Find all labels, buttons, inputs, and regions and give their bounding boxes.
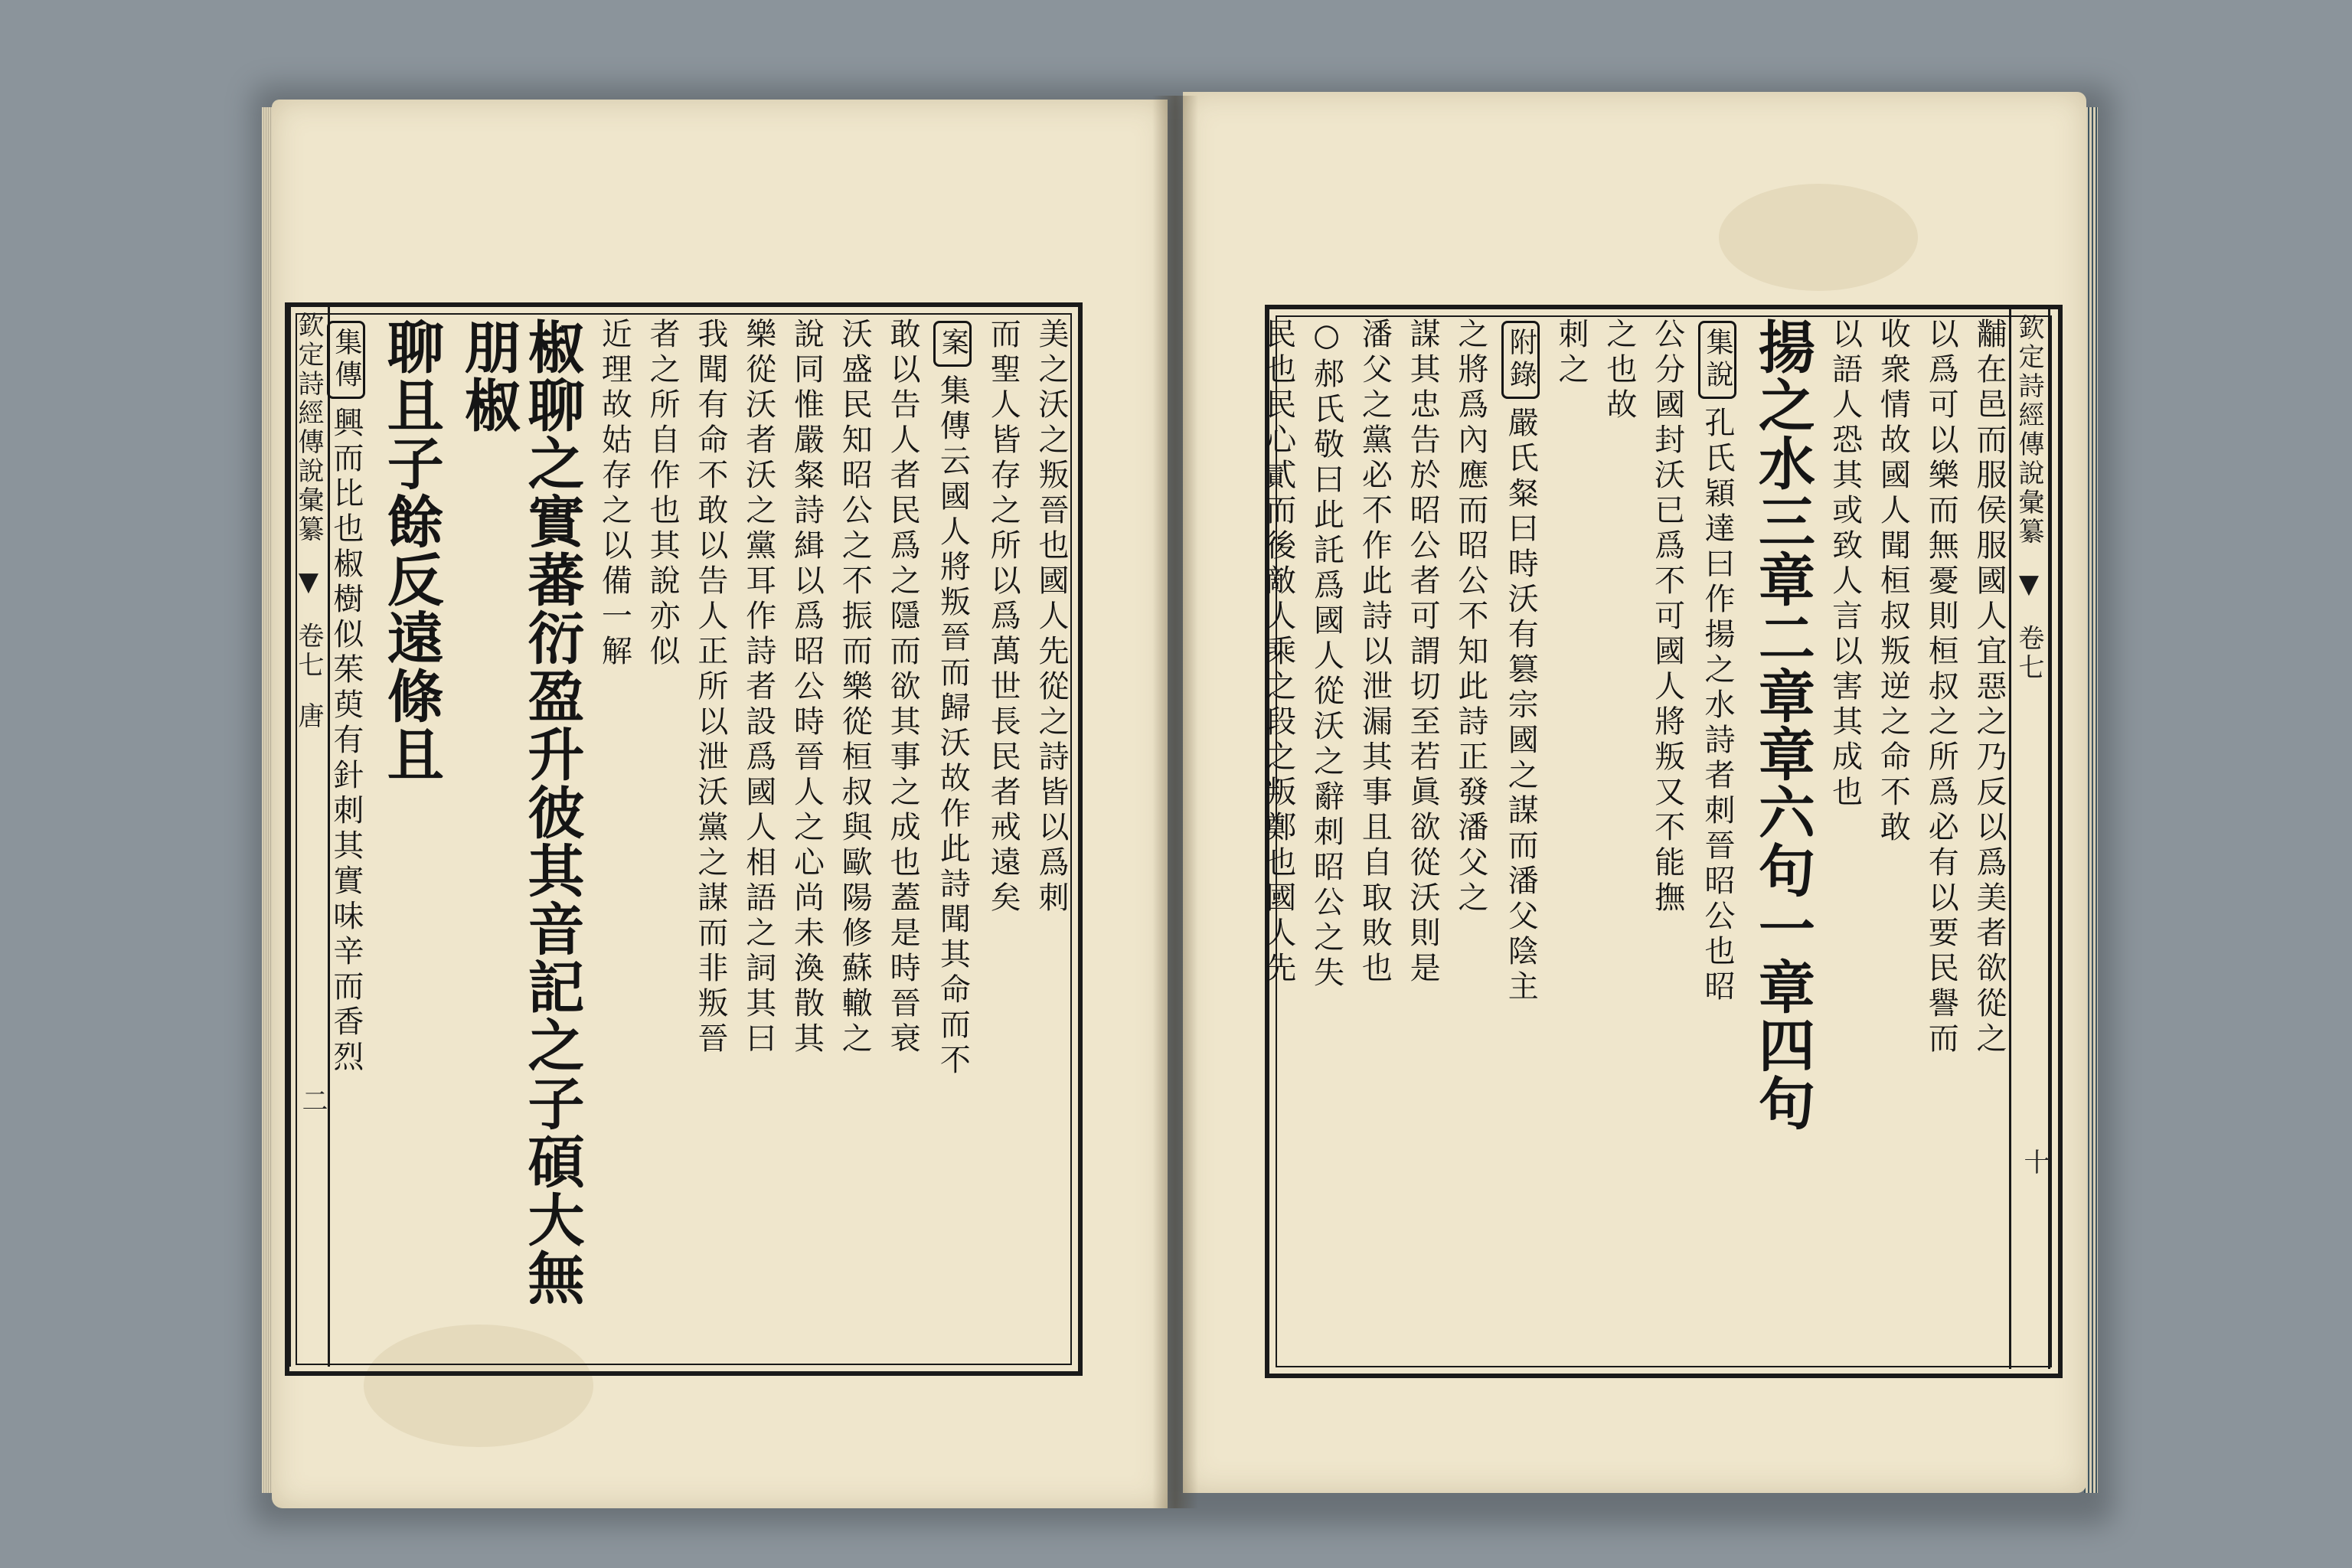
commentary-tag: 附錄	[1501, 321, 1540, 399]
column-text: 之將爲內應而昭公不知此詩正發潘父之	[1452, 318, 1488, 916]
column-text: 收衆情故國人聞桓叔叛逆之命不敢	[1875, 318, 1911, 846]
fish-tail-icon: ▼	[293, 566, 324, 600]
chapter-title-column	[1750, 318, 1814, 1359]
column-text: 潘父之黨必不作此詩以泄漏其事且自取敗也	[1357, 318, 1393, 987]
commentary-column	[1501, 318, 1540, 1359]
column-text: 刺之	[1553, 318, 1589, 388]
column-text: 黼在邑而服侯服國人宜惡之乃反以爲美者欲從之	[1971, 318, 2007, 1057]
commentary-tag: 集傳	[327, 321, 365, 399]
commentary-column	[1971, 318, 2006, 1359]
column-text: 謀其忠告於昭公者可謂切至若眞欲從沃則是	[1405, 318, 1441, 987]
left-hanxin	[289, 307, 330, 1367]
commentary-column	[597, 318, 632, 1359]
column-text: 沃盛民知昭公之不振而樂從桓叔與歐陽修蘇轍之	[837, 318, 873, 1057]
commentary-column	[327, 318, 365, 1359]
hanxin-title: 欽定詩經傳說彙纂	[293, 312, 324, 544]
verse-column	[456, 318, 583, 1359]
commentary-column	[1261, 318, 1295, 1359]
commentary-column	[645, 318, 679, 1359]
column-text: 聊且子餘反遠條且	[377, 318, 444, 783]
column-text: 以語人恐其或致人言以害其成也	[1827, 318, 1863, 811]
book-gutter	[1152, 96, 1198, 1508]
column-text: 美之沃之叛晉也國人先從之詩皆以爲刺	[1034, 318, 1069, 916]
column-text: 公分國封沃已爲不可國人將叛又不能撫	[1649, 318, 1685, 916]
commentary-column	[1876, 318, 1910, 1359]
commentary-column	[1602, 318, 1636, 1359]
commentary-column	[1453, 318, 1488, 1359]
column-text: 民也民心貳而後敵人乘之段之叛鄭也國人先	[1260, 318, 1296, 987]
left-page-text	[328, 318, 1069, 1359]
commentary-column	[838, 318, 872, 1359]
column-text: 以爲可以樂而無憂則桓叔之所爲必有以要民譽而	[1923, 318, 1959, 1057]
verse-column	[379, 318, 443, 1359]
commentary-column	[1034, 318, 1068, 1359]
paper-stain	[1719, 184, 1918, 291]
right-hanxin	[2009, 309, 2050, 1369]
column-text: 樂從沃者沃之黨耳作詩者設爲國人相語之詞其曰	[740, 318, 776, 1057]
column-text: 之也故	[1601, 318, 1637, 423]
commentary-column	[985, 318, 1020, 1359]
column-text: 敢以告人者民爲之隱而欲其事之成也蓋是時晉衰	[885, 318, 921, 1057]
hanxin-section: 唐	[293, 702, 324, 732]
column-text: ○郝氏敬曰此託爲國人從沃之辭刺昭公之失	[1308, 318, 1344, 991]
commentary-tag: 案	[933, 321, 972, 367]
right-page-number: 十	[2019, 1148, 2050, 1174]
commentary-column	[1405, 318, 1439, 1359]
column-text: 而聖人皆存之所以爲萬世長民者戒遠矣	[985, 318, 1021, 916]
commentary-column	[933, 318, 972, 1359]
right-page-text	[1260, 318, 2007, 1359]
column-text: 嚴氏粲曰時沃有篡宗國之謀而潘父陰主	[1503, 407, 1539, 1005]
column-text: 我聞有命不敢以告人正所以泄沃黨之謀而非叛晉	[692, 318, 728, 1057]
column-text: 集傳云國人將叛晉而歸沃故作此詩聞其命而不	[935, 374, 971, 1079]
commentary-column	[789, 318, 824, 1359]
left-page-number: 二	[297, 1087, 328, 1113]
hanxin-title: 欽定詩經傳說彙纂	[2014, 314, 2044, 547]
commentary-column	[1357, 318, 1392, 1359]
column-text: 近理故姑存之以備一解	[596, 318, 632, 670]
commentary-column	[1828, 318, 1862, 1359]
commentary-column	[1309, 318, 1344, 1359]
commentary-column	[1698, 318, 1736, 1359]
commentary-column	[1923, 318, 1958, 1359]
column-text: 者之所自作也其說亦似	[645, 318, 681, 670]
commentary-column	[885, 318, 920, 1359]
fish-tail-icon: ▼	[2014, 568, 2044, 603]
commentary-column	[693, 318, 727, 1359]
column-text: 孔氏穎達曰作揚之水詩者刺晉昭公也昭	[1699, 407, 1735, 1005]
hanxin-volume: 卷七	[293, 622, 324, 681]
hanxin-volume: 卷七	[2014, 624, 2044, 683]
commentary-tag: 集說	[1698, 321, 1736, 399]
commentary-column	[1650, 318, 1684, 1359]
column-text: 椒聊之實蕃衍盈升彼其音記之子碩大無朋椒	[455, 318, 585, 1307]
column-text: 揚之水三章二章章六句一章四句	[1749, 318, 1815, 1132]
column-text: 說同惟嚴粲詩緝以爲昭公時晉人之心尚未渙散其	[789, 318, 825, 1057]
commentary-column	[1553, 318, 1588, 1359]
column-text: 興而比也椒樹似茱萸有針刺其實味辛而香烈	[328, 407, 364, 1076]
commentary-column	[741, 318, 776, 1359]
